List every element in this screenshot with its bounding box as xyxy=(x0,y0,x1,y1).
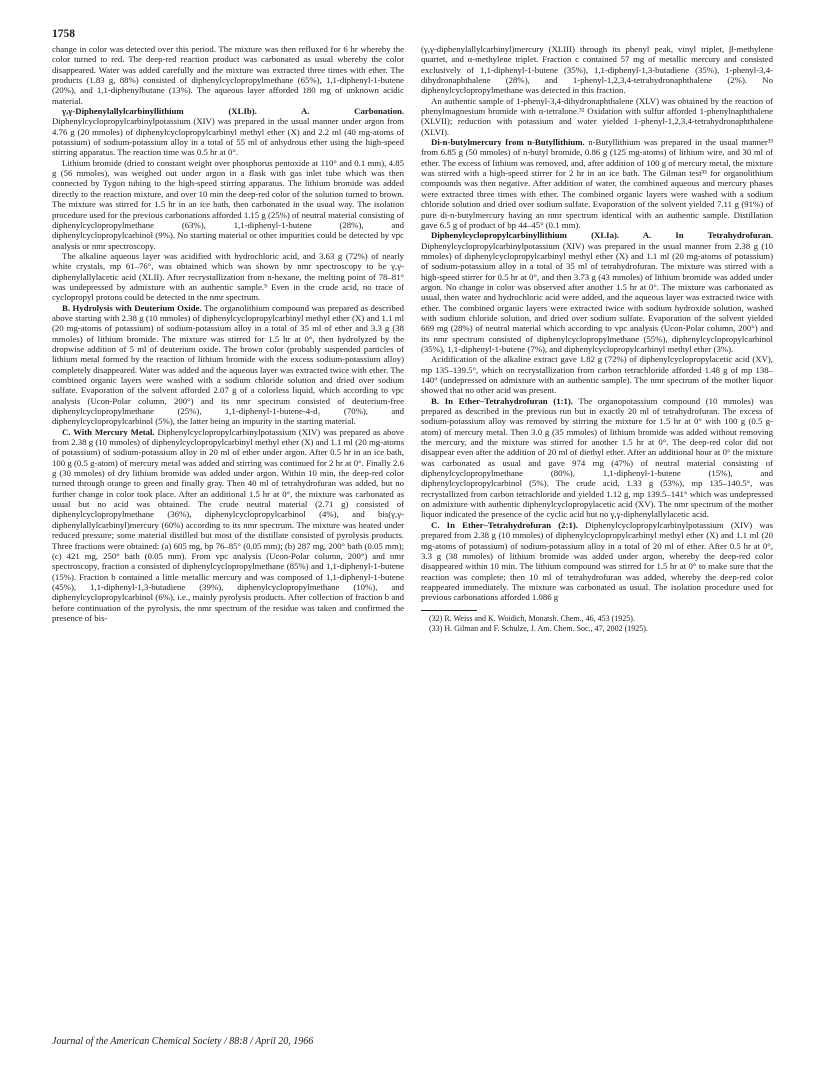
footnote: (32) R. Weiss and K. Woidich, Monatsh. Chem., 46, 453 (1925). xyxy=(429,613,635,623)
paragraph: change in color was detected over this period. The mixture was then refluxed for 6 hr whereby the color turned to red. The deep-red reaction product was carbonated as usual whereby the color disappeared. Water was added carefully and the mixture was extracted three times with ether. The products (1.83 g, 88%) consisted of diphenylcyclopropylmethane (65%), 1,1-diphenyl-1-butene (20%), and 1,1-diphenylbutane (13%). The aqueous layer afforded 180 mg of unknown acidic material. xyxy=(52,44,404,106)
paragraph xyxy=(421,230,773,354)
paragraph-body: n-Butyllithium was prepared in the usual manner³³ from 6.85 g (50 mmoles) of n-butyl bromide, 0.86 g (125 mg-atoms) of lithium wire, and 30 ml of ether. The excess of lithium was removed, and, after addition of 100 g of mercury metal, the mixture was stirred with a high-speed stirrer for 2 hr in an ice bath. The Gilman test³³ for organolithium compounds was then negative. After addition of water, the combined aqueous and mercury phases were extracted three times with ether. The combined organic layers were washed with a sodium chloride solution and dried over sodium sulfate. Evaporation of the solvent yielded 7.11 g (91%) of pure di-n-butylmercury having an nmr spectrum identical with an authentic sample. Distillation gave 6.5 g of product of bp 44–45° (0.1 mm). xyxy=(421,137,773,230)
section-heading: Di-n-butylmercury from n-Butyllithium. xyxy=(431,137,585,148)
section-heading: γ,γ-Diphenylallylcarbinyllithium (XLIb). A. Carbonation. xyxy=(62,106,404,117)
paragraph-body: The organolithium compound was prepared as described above starting with 2.38 g (10 mmoles) of diphenylcyclopropylcarbinyl methyl ether (X) and 1.1 ml (20 mg-atoms of potassium) of sodium-potassium alloy in a total of 35 ml of ether and 3.3 g (38 mmoles) of lithium bromide. The mixture was stirred for 1.5 hr at 0°, then hydrolyzed by the dropwise addition of 5 ml of deuterium oxide. The brown color (probably suspended particles of lithium metal formed by the reaction of lithium bromide with the excess sodium-potassium alloy) completely disappeared. Water was added and the aqueous layer was extracted twice with ether. The combined organic layers were washed with a sodium chloride solution and dried over sodium sulfate. Evaporation of the solvent afforded 2.07 g of a colorless liquid, which according to vpc analysis (Ucon-Polar column, 200°) and its nmr spectrum consisted of deuterium-free diphenylcyclopropylmethane (25%), 1,1-diphenyl-1-butene-4-d₁ (70%), and diphenylcyclopropylcarbinol (5%), the latter being an impurity in the starting material. xyxy=(52,302,404,427)
paragraph xyxy=(421,520,773,603)
paragraph-body: Diphenylcyclopropylcarbinylpotassium (XIV) was prepared in the usual manner under argon from 4.76 g (20 mmoles) of diphenylcyclopropylcarbinyl methyl ether (X) and 2.2 ml (40 mg-atoms of potassium) of sodium-potassium alloy in a total of 55 ml of anhydrous ether using the high-speed stirring apparatus. The reaction time was 0.5 hr at 0°. xyxy=(52,116,404,158)
section-heading: C. In Ether–Tetrahydrofuran (2:1). xyxy=(431,519,578,530)
footnote: (33) H. Gilman and F. Schulze, J. Am. Chem. Soc., 47, 2002 (1925). xyxy=(429,623,648,633)
section-heading: C. With Mercury Metal. xyxy=(62,426,155,437)
footnote-rule xyxy=(421,610,477,611)
paragraph xyxy=(52,106,404,158)
journal-footer: Journal of the American Chemical Society / 88:8 / April 20, 1966 xyxy=(52,1036,314,1047)
paragraph: (γ,γ-diphenylallylcarbinyl)mercury (XLIII) through its phenyl peak, vinyl triplet, β-methylene quartet, and α-methylene triplet. Fraction c contained 57 mg of metallic mercury and consisted exclusively of 1,1-diphenyl-1-butene (35%), 1,1-diphenyl-1,3-butadiene (35%), 1-phenyl-3,4-dihydronaphthalene (28%), and 1-phenyl-1,2,3,4-tetrahydronaphthalene (2%). No diphenylcyclopropylmethane was detected in this fraction. xyxy=(421,44,773,96)
paragraph xyxy=(52,303,404,427)
paragraph: Lithium bromide (dried to constant weight over phosphorus pentoxide at 110° and 0.1 mm), 4.85 g (56 mmoles), was weighed out under argon in a flask with gas inlet tube which was then connected by Tygon tubing to the high-speed stirring apparatus. The lithium bromide was added directly to the reaction mixture, and over 10 min the deep-red color of the solution turned to brown. The mixture was stirred for 1.5 hr in an ice bath, then carbonated in the usual way. The isolation procedure used for the previous carbonations afforded 1.15 g (25%) of neutral material consisting of diphenylcyclopropylmethane (63%), 1,1-diphenyl-1-butene (28%), and diphenylcyclopropylcarbinol (9%). No starting material or other impurities could be detected by vpc analysis or nmr spectroscopy. xyxy=(52,157,404,251)
paragraph xyxy=(52,427,404,624)
right-column xyxy=(421,44,773,634)
paragraph-body: Diphenylcyclopropylcarbinylpotassium (XIV) was prepared in the usual manner from 2.38 g (10 mmoles) of diphenylcyclopropylcarbinyl methyl ether (X) and 1.1 ml (20 mg-atoms of potassium) of sodium-potassium alloy in a total of 35 ml of tetrahydrofuran. The mixture was stirred with a high-speed stirrer for 0.5 hr at 0°, and then 3.73 g (43 mmoles) of lithium bromide was added under argon. No change in color was observed after another 1.5 hr at 0°. The mixture was carbonated as usual, then water and hydrochloric acid were added, and the aqueous layer was extracted twice with ether. The combined organic layers were extracted twice with sodium hydroxide solution, washed with sodium chloride solution, and dried over sodium sulfate. Evaporation of the solvent yielded 669 mg (28%) of neutral material which according to vpc analysis (Ucon-Polar column, 200°) and its nmr spectrum consisted of diphenylcyclopropylmethane (55%), diphenylcyclopropylcarbinol (35%), 1,1-diphenyl-1-butene (7%), and diphenylcyclopropylcarbinyl methyl ether (3%). xyxy=(421,240,773,354)
section-heading: Diphenylcyclopropylcarbinyllithium (XLIa). A. In Tetrahydrofuran. xyxy=(431,230,773,241)
paragraph-body: Diphenylcyclopropylcarbinylpotassium (XIV) was prepared from 2.38 g (10 mmoles) of diphenylcyclopropylcarbinyl methyl ether (X) and 1.1 ml (20 mg-atoms of potassium) of sodium-potassium alloy in a total of 20 ml of ether. After 0.5 hr at 0°, 3.3 g (38 mmoles) of lithium bromide was added under argon, whereby the deep-red color disappeared within 10 min. The lithium compound was stirred for 1.5 hr at 0° to make sure that the reaction was complete; then 10 ml of tetrahydrofuran was added, whereby the deep-red color reappeared immediately. The mixture was carbonated as usual. The isolation procedure used for previous carbonations afforded 1.086 g xyxy=(421,519,773,603)
section-heading: B. In Ether–Tetrahydrofuran (1:1). xyxy=(431,395,573,406)
paragraph xyxy=(421,396,773,520)
paragraph-body: Diphenylcyclopropylcarbinylpotassium (XIV) was prepared as above from 2.38 g (10 mmoles) of diphenylcyclopropylcarbinyl methyl ether (X) and 1.1 ml (20 mg-atoms of potassium) of sodium-potassium alloy in 20 ml of ether under argon. After 0.5 hr in an ice bath, 100 g (0.5 g-atom) of mercury metal was added and stirring was continued for 2 hr at 0°. Finally 2.6 g (30 mmoles) of dry lithium bromide was added under argon. Within 10 min, the deep-red color turned through orange to green and finally gray. Then 40 ml of tetrahydrofuran was added, but no further change in color took place. After an additional 1.5 hr at 0°, the mixture was carbonated as usual but no acid was obtained. The crude neutral material (2.71 g) consisted of diphenylcyclopropylmethane (36%), diphenylcyclopropylcarbinol (4%), and bis(γ,γ-diphenylallylcarbinyl)mercury (60%) according to its nmr spectrum. The mixture was heated under reduced pressure; some material distilled but most of the distillate consisted of pyrolysis products. Three fractions were obtained: (a) 605 mg, bp 76–85° (0.05 mm); (b) 287 mg, 200° bath (0.05 mm); (c) 421 mg, 250° bath (0.05 mm). From vpc analysis (Ucon-Polar column, 200°) and nmr spectroscopy, fraction a consisted of diphenylcyclopropylmethane (85%) and 1,1-diphenyl-1-butene (15%). Fraction b contained a little metallic mercury and was composed of 1,1-diphenyl-1-butene (45%), 1,1-diphenyl-1,3-butadiene (39%), diphenylcyclopropylmethane (10%), and diphenylcyclopropylcarbinol (6%), i.e., mainly pyrolysis products. After collection of fraction b and before continuation of the pyrolysis, the nmr spectrum of the residue was taken and confirmed the presence of bis- xyxy=(52,426,405,623)
paragraph: The alkaline aqueous layer was acidified with hydrochloric acid, and 3.63 g (72%) of nearly white crystals, mp 61–76°, was obtained which was shown by nmr spectroscopy to be γ,γ-diphenylallylacetic acid (XLII). After recrystallization from n-hexane, the melting point of 78–81° was undepressed by admixture with an authentic sample.⁵ Even in the crude acid, no trace of cyclopropyl protons could be detected in the nmr spectrum. xyxy=(52,250,404,303)
section-heading: B. Hydrolysis with Deuterium Oxide. xyxy=(62,302,202,313)
left-column xyxy=(52,44,404,623)
paragraph-body: The organopotassium compound (10 mmoles) was prepared as described in the previous run but in exactly 20 ml of tetrahydrofuran. The excess of sodium-potassium alloy was removed by stirring the mixture for 1.5 hr at 0° with 100 g (0.5 g-atom) of mercury metal. Then 3.0 g (35 mmoles) of lithium bromide was added without removing the mercury, and the mixture was stirred for another 1.5 hr at 0°. The deep-red color did not disappear even after the addition of 20 ml of diethyl ether. After an additional hour at 0° the mixture was carbonated as usual and gave 974 mg (47%) of neutral material consisting of diphenylcyclopropylmethane (80%), 1,1-diphenyl-1-butene (15%), and diphenylcyclopropylcarbinol (5%). The crude acid, 1.33 g (53%), mp 135–140.5°, was recrystallized from carbon tetrachloride and yielded 1.12 g, mp 139.5–141° which was undepressed on admixture with authentic diphenylcyclopropylacetic acid (XV). The nmr spectrum of the mother liquor indicated the presence of the cyclic acid but no γ,γ-diphenylallylacetic acid. xyxy=(421,395,774,520)
paragraph: Acidification of the alkaline extract gave 1.82 g (72%) of diphenylcyclopropylacetic acid (XV), mp 135–139.5°, which on recrystallization from carbon tetrachloride afforded 1.48 g of mp 138–140° (undepressed on admixture with an authentic sample). The nmr spectrum of the mother liquor showed that no other acid was present. xyxy=(421,354,773,396)
page-number: 1758 xyxy=(52,28,75,40)
paragraph: An authentic sample of 1-phenyl-3,4-dihydronaphthalene (XLV) was obtained by the reaction of phenylmagnesium bromide with α-tetralone.³² Oxidation with sulfur afforded 1-phenylnaphthalene (XLVII); reduction with potassium and water yielded 1-phenyl-1,2,3,4-tetrahydronaphthalene (XLVI). xyxy=(421,95,773,137)
paragraph xyxy=(421,137,773,230)
